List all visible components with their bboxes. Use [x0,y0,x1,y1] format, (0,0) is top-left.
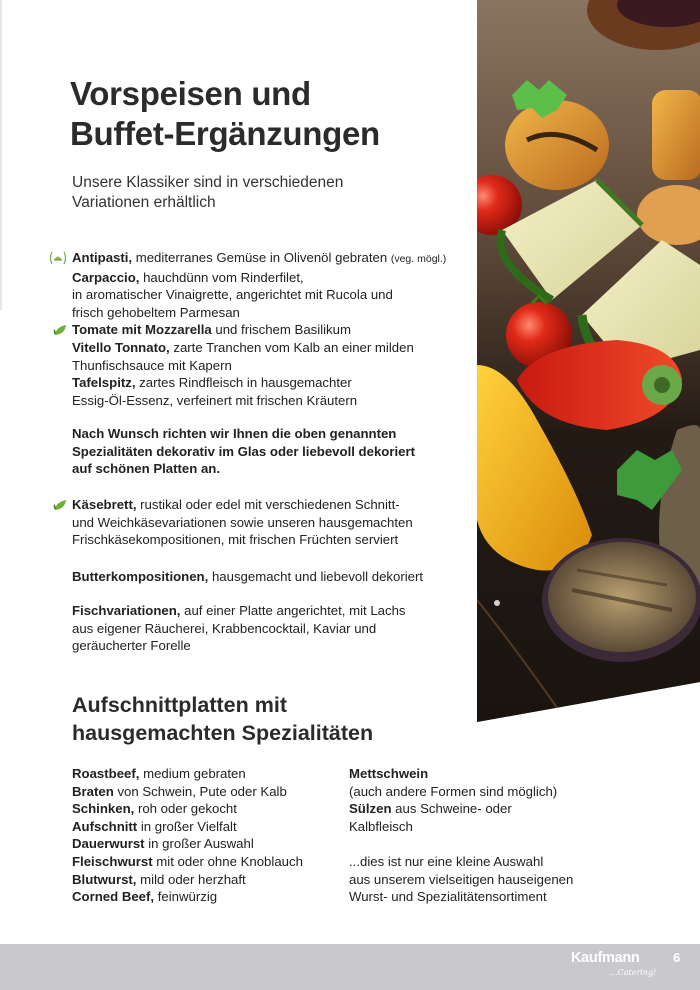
carpaccio-line-2: in aromatischer Vinaigrette, angerichtet mit Rucola und [72,287,393,303]
kaesebrett-line-2: und Weichkäsevariationen sowie unseren hausgemachten [72,514,413,530]
notice-line-2: Spezialitäten dekorativ im Glas oder liebevoll dekoriert [72,443,415,459]
item-tafelspitz: Tafelspitz, zartes Rindfleisch in hausgemachter [72,375,352,391]
page-edge-shadow [0,0,2,310]
starters-list [72,249,446,409]
cold-cuts-left-column [72,765,303,906]
page-footer [0,944,700,990]
presentation-notice [72,425,415,478]
item-mettschwein: Mettschwein [349,766,429,781]
tafelspitz-line-2: Essig-Öl-Essenz, verfeinert mit frischen Kräutern [72,392,358,408]
brand-logo: Kaufmann [571,950,640,966]
list-item: Fleischwurst mit oder ohne Knoblauch [72,853,303,869]
grilled-vegetables-photo [477,0,700,722]
item-carpaccio: Carpaccio, hauchdünn vom Rinderfilet, [72,269,304,285]
notice-line-3: auf schönen Platten an. [72,461,221,477]
fisch-line-2: aus eigener Räucherei, Krabbencocktail, Kaviar und [72,620,377,636]
list-item: Aufschnitt in großer Vielfalt [72,818,237,834]
item-vitello-tonnato: Vitello Tonnato, zarte Tranchen vom Kalb an einer milden [72,339,414,355]
mettschwein-note: (auch andere Formen sind möglich) [349,783,558,799]
vitello-line-2: Thunfischsauce mit Kapern [72,357,232,373]
spacer [349,835,573,853]
page-title-line-1: Vorspeisen und [70,75,311,112]
kaesebrett-line-1: Käsebrett, rustikal oder edel mit verschiedenen Schnitt- [72,496,413,514]
closing-line-3: Wurst- und Spezialitätensortiment [349,889,547,905]
closing-line-1: ...dies ist nur eine kleine Auswahl [349,853,544,869]
vegetarian-leaf-icon [52,323,70,337]
item-fischvariationen [72,602,406,655]
subtitle-line-2: Variationen erhältlich [72,194,216,211]
closing-line-2: aus unserem vielseitigen hauseigenen [349,871,574,887]
page-number: 6 [673,950,681,965]
item-kaesebrett [72,496,413,549]
notice-line-1: Nach Wunsch richten wir Ihnen die oben genannten [72,426,397,441]
list-item: Roastbeef, medium gebraten [72,766,246,781]
carpaccio-line-3: frisch gehobeltem Parmesan [72,304,240,320]
list-item: Braten von Schwein, Pute oder Kalb [72,783,287,799]
section-title-aufschnitt [72,691,373,747]
page-title [70,74,380,154]
list-item: Dauerwurst in großer Auswahl [72,836,254,852]
list-item: Schinken, roh oder gekocht [72,801,237,817]
item-suelzen: Sülzen aus Schweine- oder [349,801,512,817]
section-title-line-2: hausgemachten Spezialitäten [72,721,374,745]
suelzen-line-2: Kalbfleisch [349,818,413,834]
fisch-line-1: Fischvariationen, auf einer Platte angerichtet, mit Lachs [72,603,406,618]
page-title-line-2: Buffet-Ergänzungen [70,115,380,152]
fisch-line-3: geräucherter Forelle [72,638,191,654]
kaesebrett-line-3: Frischkäsekompositionen, mit frischen Früchten serviert [72,532,399,548]
photo-illustration [477,0,700,722]
vegetarian-leaf-icon [52,498,70,512]
item-butterkompositionen [72,568,423,586]
vegetarian-possible-icon [49,251,67,265]
butter-line: Butterkompositionen, hausgemacht und liebevoll dekoriert [72,569,424,584]
list-item: Corned Beef, feinwürzig [72,889,218,905]
cold-cuts-right-column [349,765,573,906]
section-title-line-1: Aufschnittplatten mit [72,693,287,717]
list-item: Blutwurst, mild oder herzhaft [72,871,246,887]
brand-tagline: ...Catering! [610,968,657,977]
item-antipasti: Antipasti, mediterranes Gemüse in Olivenöl gebraten (veg. mögl.) [72,249,446,269]
item-tomate-mozzarella: Tomate mit Mozzarella und frischem Basilikum [72,321,446,339]
subtitle-line-1: Unsere Klassiker sind in verschiedenen [72,174,344,191]
page-subtitle [72,173,343,213]
